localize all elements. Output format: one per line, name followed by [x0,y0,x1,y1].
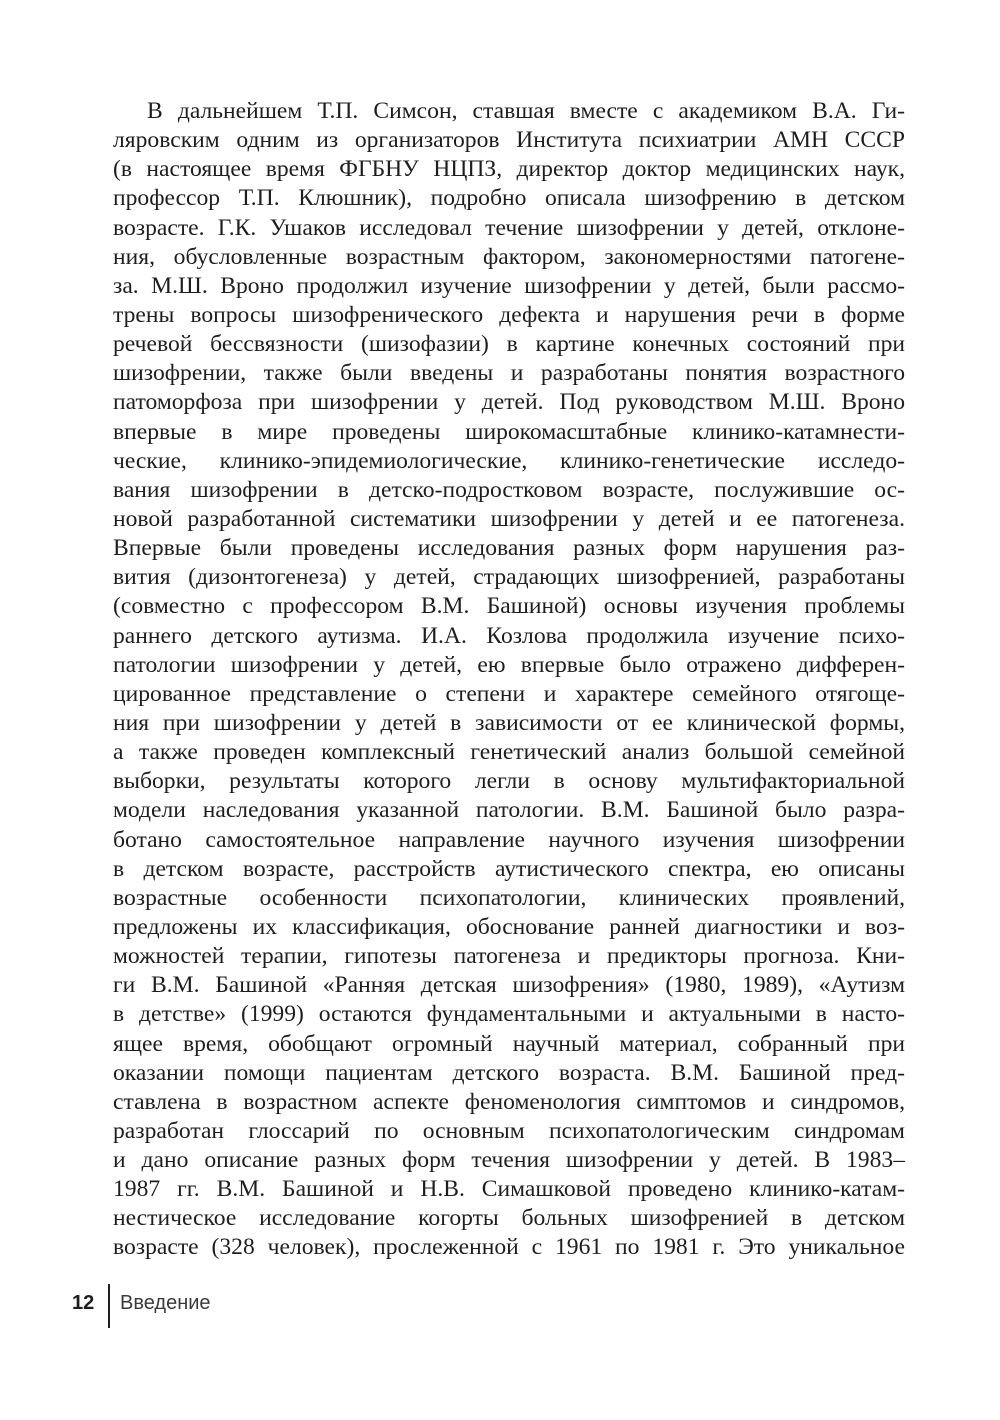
text-line: ния, обусловленные возрастным фактором, закономерностями патогене- [113,243,905,270]
text-line: трены вопросы шизофренического дефекта и нарушения речи в форме [113,301,905,328]
text-line: можностей терапии, гипотезы патогенеза и предикторы прогноза. Кни- [113,943,905,970]
text-line: модели наследования указанной патологии. В.М. Башиной было разра- [113,797,905,824]
body-paragraph [113,97,905,1263]
text-line: и дано описание разных форм течения шизофрении у детей. В 1983– [113,1147,905,1174]
text-line: впервые в мире проведены широкомасштабные клинико-катамнести- [113,418,905,445]
text-line: профессор Т.П. Клюшник), подробно описала шизофрению в детском [113,185,905,212]
text-line: (в настоящее время ФГБНУ НЦПЗ, директор доктор медицинских наук, [113,156,905,183]
footer-divider [108,1284,110,1328]
running-section-title: Введение [120,1292,211,1314]
text-line: раннего детского аутизма. И.А. Козлова продолжила изучение психо- [113,622,905,649]
text-line: возрасте (328 человек), прослеженной с 1961 по 1981 г. Это уникальное [113,1234,905,1261]
text-line: ния при шизофрении у детей в зависимости от ее клинической формы, [113,709,905,736]
text-line: Впервые были проведены исследования разных форм нарушения раз- [113,535,905,562]
text-line: речевой бессвязности (шизофазии) в картине конечных состояний при [113,331,905,358]
text-line: 1987 гг. В.М. Башиной и Н.В. Симашковой проведено клинико-катам- [113,1176,905,1203]
text-line: нестическое исследование когорты больных шизофренией в детском [113,1205,905,1232]
text-line: разработан глоссарий по основным психопатологическим синдромам [113,1117,905,1144]
text-line: вития (дизонтогенеза) у детей, страдающих шизофренией, разработаны [113,564,905,591]
text-line: патологии шизофрении у детей, ею впервые было отражено дифферен- [113,651,905,678]
text-line: в детстве» (1999) остаются фундаментальными и актуальными в насто- [113,1001,905,1028]
text-line: ческие, клинико-эпидемиологические, клинико-генетические исследо- [113,447,905,474]
text-line: возрастные особенности психопатологии, клинических проявлений, [113,884,905,911]
text-line: оказании помощи пациентам детского возраста. В.М. Башиной пред- [113,1059,905,1086]
text-line: возрасте. Г.К. Ушаков исследовал течение шизофрении у детей, отклоне- [113,214,905,241]
text-line: за. М.Ш. Вроно продолжил изучение шизофрении у детей, были рассмо- [113,272,905,299]
text-line: выборки, результаты которого легли в основу мультифакториальной [113,768,905,795]
page-number: 12 [72,1292,95,1314]
text-line: ботано самостоятельное направление научного изучения шизофрении [113,826,905,853]
text-line: цированное представление о степени и характере семейного отягоще- [113,680,905,707]
text-line: в детском возрасте, расстройств аутистического спектра, ею описаны [113,855,905,882]
text-line: а также проведен комплексный генетический анализ большой семейной [113,739,905,766]
text-line: вания шизофрении в детско-подростковом возрасте, послужившие ос- [113,476,905,503]
text-line: ги В.М. Башиной «Ранняя детская шизофрения» (1980, 1989), «Аутизм [113,972,905,999]
text-line: ставлена в возрастном аспекте феноменология симптомов и синдромов, [113,1088,905,1115]
text-line: новой разработанной систематики шизофрении у детей и ее патогенеза. [113,505,905,532]
text-line: В дальнейшем Т.П. Симсон, ставшая вместе с академиком В.А. Ги- [147,98,905,124]
text-line: ящее время, обобщают огромный научный материал, собранный при [113,1030,905,1057]
text-line: (совместно с профессором В.М. Башиной) основы изучения проблемы [113,593,905,620]
text-line: ляровским одним из организаторов Института психиатрии АМН СССР [113,127,905,154]
page-footer [0,1284,1000,1332]
text-line: предложены их классификация, обоснование ранней диагностики и воз- [113,913,905,940]
text-line: патоморфоза при шизофрении у детей. Под руководством М.Ш. Вроно [113,389,905,416]
text-line: шизофрении, также были введены и разработаны понятия возрастного [113,360,905,387]
